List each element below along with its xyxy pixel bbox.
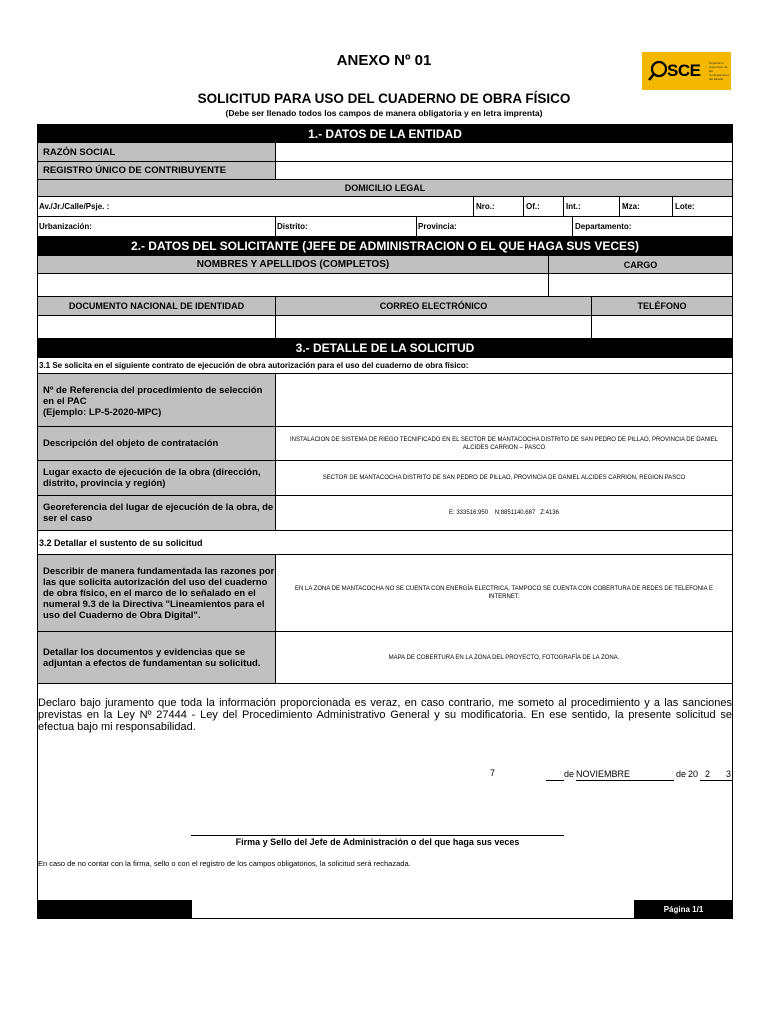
year-underline [700, 780, 732, 781]
cargo-field[interactable] [548, 273, 733, 297]
telefono-label: TELÉFONO [591, 296, 733, 316]
date-de-1: de [564, 769, 575, 779]
nombres-label: NOMBRES Y APELLIDOS (COMPLETOS) [37, 255, 549, 274]
ruc-label: REGISTRO ÚNICO DE CONTRIBUYENTE [37, 161, 276, 180]
georeferencia-label: Georeferencia del lugar de ejecución de la obra, de ser el caso [37, 495, 276, 531]
page-number: Página 1/1 [634, 900, 733, 919]
descripcion-label: Descripción del objeto de contratación [37, 426, 276, 461]
annex-title: ANEXO Nº 01 [336, 52, 432, 69]
signature-caption: Firma y Sello del Jefe de Administración o del que haga sus veces [235, 837, 520, 847]
lugar-field[interactable]: SECTOR DE MANTACOCHA DISTRITO DE SAN PEDRO DE PILLAO, PROVINCIA DE DANIEL ALCIDES CARRION, REGION PASCO [275, 460, 733, 496]
documentos-field[interactable]: MAPA DE COBERTURA EN LA ZONA DEL PROYECTO, FOTOGRAFÍA DE LA ZONA. [275, 631, 733, 684]
date-de-2: de [676, 769, 687, 779]
dni-label: DOCUMENTO NACIONAL DE IDENTIDAD [37, 296, 276, 316]
nombres-field[interactable] [37, 273, 549, 297]
address-number-field[interactable]: Nro.: [473, 196, 524, 217]
ruc-field[interactable] [275, 161, 733, 180]
razones-field[interactable]: EN LA ZONA DE MANTACOCHA NO SE CUENTA CON ENERGÍA ELECTRICA, TAMPOCO SE CUENTA CON COBERTURA DE REDES DE TELEFONIA E INTERNET. [275, 554, 733, 632]
distrito-field[interactable]: Distrito: [275, 216, 417, 237]
georeferencia-field[interactable]: E: 333516.950 N:8851140.687 Z:4136 [275, 495, 733, 531]
address-office-field[interactable]: Of.: [523, 196, 564, 217]
telefono-field[interactable] [591, 315, 733, 339]
section2-header: 2.- DATOS DEL SOLICITANTE (JEFE DE ADMINISTRACION O EL QUE HAGA SUS VECES) [37, 236, 733, 256]
form-subtitle: (Debe ser llenado todos los campos de manera obligatoria y en letra imprenta) [225, 108, 543, 118]
correo-field[interactable] [275, 315, 592, 339]
descripcion-field[interactable]: INSTALACION DE SISTEMA DE RIEGO TECNIFICADO EN EL SECTOR DE MANTACOCHA DISTRITO DE SAN PEDRO DE PILLAO, PROVINCIA DE DANIEL ALCIDES CARRION – PASCO [275, 426, 733, 461]
section1-header: 1.- DATOS DE LA ENTIDAD [37, 124, 733, 143]
logo-caption: Organismo Supervisor de las Contrataciones del Estado [709, 61, 730, 81]
declaration-text: Declaro bajo juramento que toda la información proporcionada es veraz, en caso contrario, me someto al procedimiento y a las sanciones previstas en la Ley Nº 27444 - Ley del Procedimiento Administrativo General y su modificatoria. En ese sentido, la presente solicitud se efectua bajo mi responsabilidad. [38, 697, 732, 733]
lugar-label: Lugar exacto de ejecución de la obra (dirección, distrito, provincia y región) [37, 460, 276, 496]
rejection-note: En caso de no contar con la firma, sello o con el registro de los campos obligatorios, la solicitud será rechazada. [38, 859, 411, 868]
razones-label: Describir de manera fundamentada las razones por las que solicita autorización del uso del cuaderno de obra físico, en el marco de lo señalado en el numeral 9.3 de la Directiva "Lineamientos para el uso del Cuaderno de Obra Digital". [37, 554, 276, 632]
day-underline [546, 780, 564, 781]
referencia-field[interactable] [275, 373, 733, 427]
provincia-field[interactable]: Provincia: [416, 216, 573, 237]
address-block-field[interactable]: Mza: [619, 196, 673, 217]
osce-logo [642, 52, 731, 90]
cargo-label: CARGO [548, 255, 733, 274]
urbanizacion-field[interactable]: Urbanización: [37, 216, 276, 237]
month-underline [576, 780, 674, 781]
departamento-field[interactable]: Departamento: [572, 216, 733, 237]
logo-text: SCE [667, 61, 701, 80]
address-street-field[interactable]: Av./Jr./Calle/Psje. : [37, 196, 474, 217]
documentos-label: Detallar los documentos y evidencias que se adjuntan a efectos de fundamentan su solicitud. [37, 631, 276, 684]
domicilio-legal-header: DOMICILIO LEGAL [37, 179, 733, 197]
footer-black-bar [37, 900, 192, 919]
subsection-3-2: 3.2 Detallar el sustento de su solicitud [37, 530, 733, 555]
referencia-label: Nº de Referencia del procedimiento de selección en el PAC (Ejemplo: LP-5-2020-MPC) [37, 373, 276, 427]
address-lot-field[interactable]: Lote: [672, 196, 733, 217]
razon-social-label: RAZÓN SOCIAL [37, 142, 276, 162]
date-day[interactable]: 7 [490, 768, 496, 778]
signature-line[interactable] [191, 835, 564, 836]
razon-social-field[interactable] [275, 142, 733, 162]
date-year-prefix: 20 [688, 769, 699, 779]
dni-field[interactable] [37, 315, 276, 339]
address-interior-field[interactable]: Int.: [563, 196, 620, 217]
correo-label: CORREO ELECTRÓNICO [275, 296, 592, 316]
date-month[interactable]: NOVIEMBRE [576, 769, 631, 779]
section3-header: 3.- DETALLE DE LA SOLICITUD [37, 338, 733, 358]
date-year-digit-1[interactable]: 2 [705, 769, 711, 779]
subsection-3-1: 3.1 Se solicita en el siguiente contrato de ejecución de obra autorización para el uso del cuaderno de obra físico: [37, 357, 733, 374]
form-title: SOLICITUD PARA USO DEL CUADERNO DE OBRA FÍSICO [197, 91, 571, 106]
date-year-digit-2[interactable]: 3 [726, 769, 732, 779]
